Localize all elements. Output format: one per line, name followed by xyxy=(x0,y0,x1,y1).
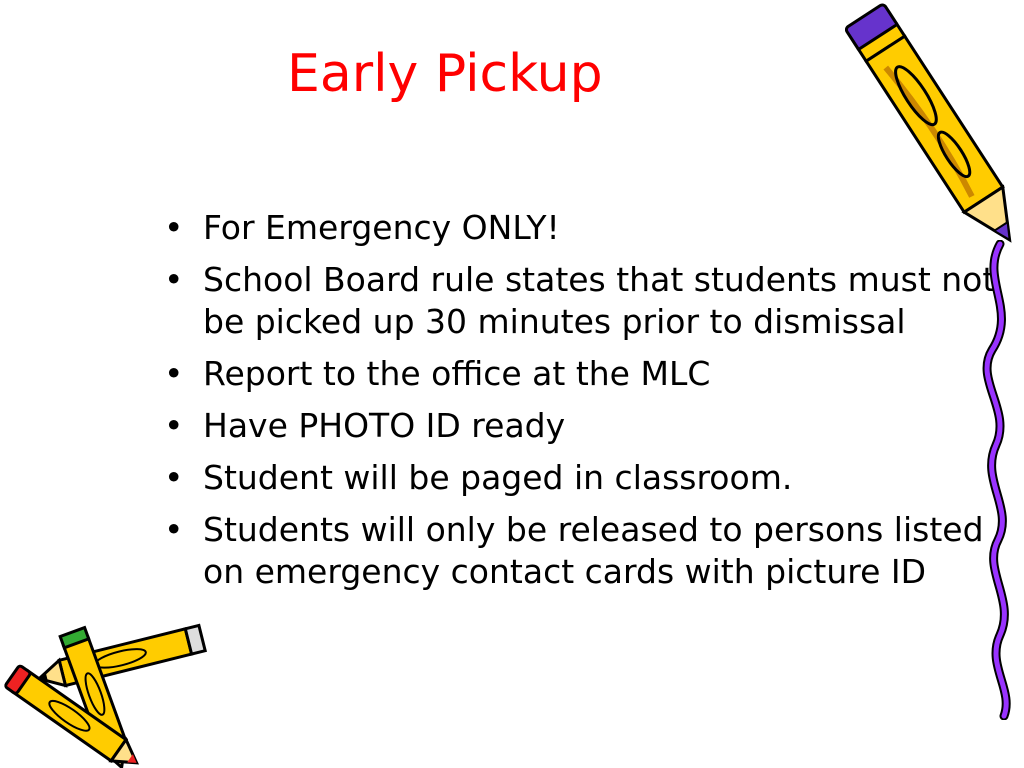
bullet-item xyxy=(162,259,997,343)
bullet-marker: • xyxy=(164,260,184,299)
bullet-list xyxy=(162,207,997,603)
bullet-item xyxy=(162,457,997,499)
bullet-text: Student will be paged in classroom. xyxy=(203,458,793,497)
bullet-marker: • xyxy=(164,208,184,247)
bullet-text: For Emergency ONLY! xyxy=(203,208,560,247)
pencil-icon xyxy=(845,0,1024,250)
pencils-icon xyxy=(0,615,210,768)
squiggle-line-icon xyxy=(970,240,1024,720)
bullet-item xyxy=(162,353,997,395)
bullet-marker: • xyxy=(164,510,184,549)
bullet-text: Report to the office at the MLC xyxy=(203,354,711,393)
bullet-marker: • xyxy=(164,458,184,497)
bullet-marker: • xyxy=(164,406,184,445)
bullet-item xyxy=(162,509,997,593)
bullet-text: Students will only be released to persons listed on emergency contact cards with picture ID xyxy=(203,510,984,591)
bullet-marker: • xyxy=(164,354,184,393)
bullet-text: Have PHOTO ID ready xyxy=(203,406,566,445)
bullet-text: School Board rule states that students must not be picked up 30 minutes prior to dismissal xyxy=(203,260,996,341)
slide-title: Early Pickup xyxy=(287,44,603,104)
bullet-item xyxy=(162,405,997,447)
